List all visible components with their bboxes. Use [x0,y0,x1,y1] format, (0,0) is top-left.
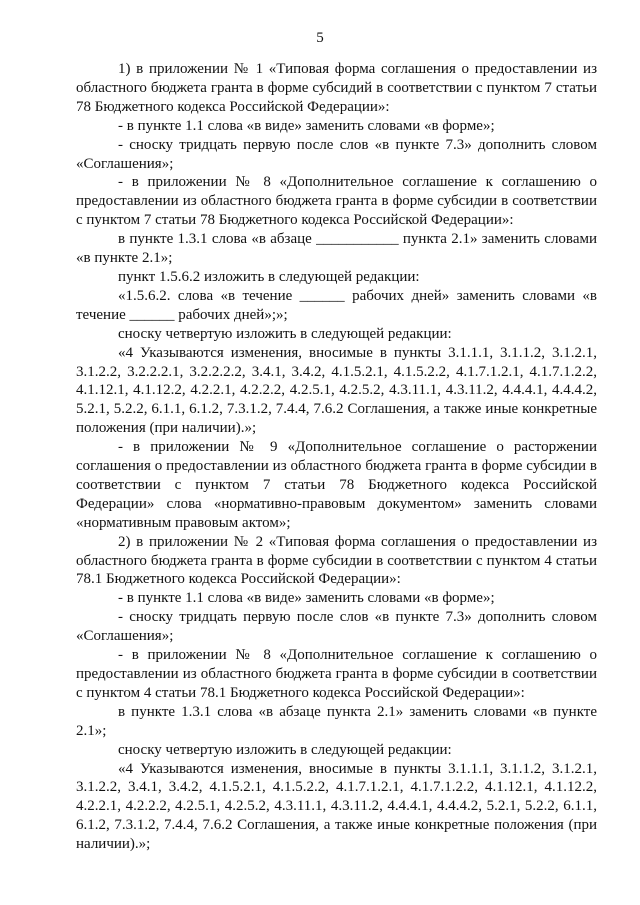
paragraph-annex-9: - в приложении № 9 «Дополнительное соглашение о расторжении соглашения о предоставлении из областного бюджета гранта в форме субсидии в соответствии с пунктом 7 статьи 78 Бюджетного кодекса Российской Федерации» слова «нормативно-правовым документом» заменить словами «нормативным правовым актом»; [76,439,597,531]
document-body [76,60,597,854]
paragraph-item-1-1: - в пункте 1.1 слова «в виде» заменить словами «в форме»; [118,117,495,134]
paragraph-footnote-4-text: «4 Указываются изменения, вносимые в пункты 3.1.1.1, 3.1.1.2, 3.1.2.1, 3.1.2.2, 3.2.2.2.1, 3.2.2.2.2, 3.4.1, 3.4.2, 4.1.5.2.1, 4.1.5.2.2, 4.1.7.1.2.1, 4.1.7.1.2.2, 4.1.12.1, 4.1.12.2, 4.2.2.1, 4.2.2.2, 4.2.5.1, 4.2.5.2, 4.3.11.1, 4.3.11.2, 4.4.4.1, 4.4.4.2, 5.2.1, 5.2.2, 6.1.1, 6.1.2, 7.3.1.2, 7.4.4, 7.6.2 Соглашения, а также иные конкретные положения (при наличии).»; [76,344,597,437]
paragraph-footnote-4-text-b: «4 Указываются изменения, вносимые в пункты 3.1.1.1, 3.1.1.2, 3.1.2.1, 3.1.2.2, 3.4.1, 3.4.2, 4.1.5.2.1, 4.1.5.2.2, 4.1.7.1.2.1, 4.1.7.1.2.2, 4.1.12.1, 4.1.12.2, 4.2.2.1, 4.2.2.2, 4.2.5.1, 4.2.5.2, 4.3.11.1, 4.3.11.2, 4.4.4.1, 4.4.4.2, 5.2.1, 5.2.2, 6.1.1, 6.1.2, 7.3.1.2, 7.4.4, 7.6.2 Соглашения, а также иные конкретные положения (при наличии).»; [76,760,597,853]
paragraph-item-1-5-6-2-text: «1.5.6.2. слова «в течение ______ рабочих дней» заменить словами «в течение ______ рабочих дней»;»; [76,287,597,323]
paragraph-footnote-31: - сноску тридцать первую после слов «в пункте 7.3» дополнить словом «Соглашения»; [76,136,597,172]
paragraph-footnote-4-intro-b: сноску четвертую изложить в следующей редакции: [118,741,452,758]
paragraph-item-1-3-1: в пункте 1.3.1 слова «в абзаце ___________ пункта 2.1» заменить словами «в пункте 2.1»; [76,231,597,267]
paragraph-annex-2: 2) в приложении № 2 «Типовая форма соглашения о предоставлении из областного бюджета гранта в форме субсидии в соответствии с пунктом 4 статьи 78.1 Бюджетного кодекса Российской Федерации»: [76,533,597,588]
paragraph-footnote-4-intro: сноску четвертую изложить в следующей редакции: [118,325,452,342]
paragraph-annex-1: 1) в приложении № 1 «Типовая форма соглашения о предоставлении из областного бюджета гранта в форме субсидий в соответствии с пунктом 7 статьи 78 Бюджетного кодекса Российской Федерации»: [76,61,597,115]
paragraph-annex-8-b: - в приложении № 8 «Дополнительное соглашение к соглашению о предоставлении из областного бюджета гранта в форме субсидии в соответствии с пунктом 4 статьи 78.1 Бюджетного кодекса Российской Федерации»: [76,647,597,701]
paragraph-footnote-31-b: - сноску тридцать первую после слов «в пункте 7.3» дополнить словом «Соглашения»; [76,609,597,645]
paragraph-item-1-5-6-2: пункт 1.5.6.2 изложить в следующей редакции: [118,268,420,285]
paragraph-annex-8: - в приложении № 8 «Дополнительное соглашение к соглашению о предоставлении из областного бюджета гранта в форме субсидии в соответствии с пунктом 7 статьи 78 Бюджетного кодекса Российской Федерации»: [76,174,597,229]
page-number: 5 [316,30,324,46]
paragraph-item-1-3-1-b: в пункте 1.3.1 слова «в абзаце пункта 2.1» заменить словами «в пункте 2.1»; [76,703,597,739]
paragraph-item-1-1-b: - в пункте 1.1 слова «в виде» заменить словами «в форме»; [118,590,495,607]
